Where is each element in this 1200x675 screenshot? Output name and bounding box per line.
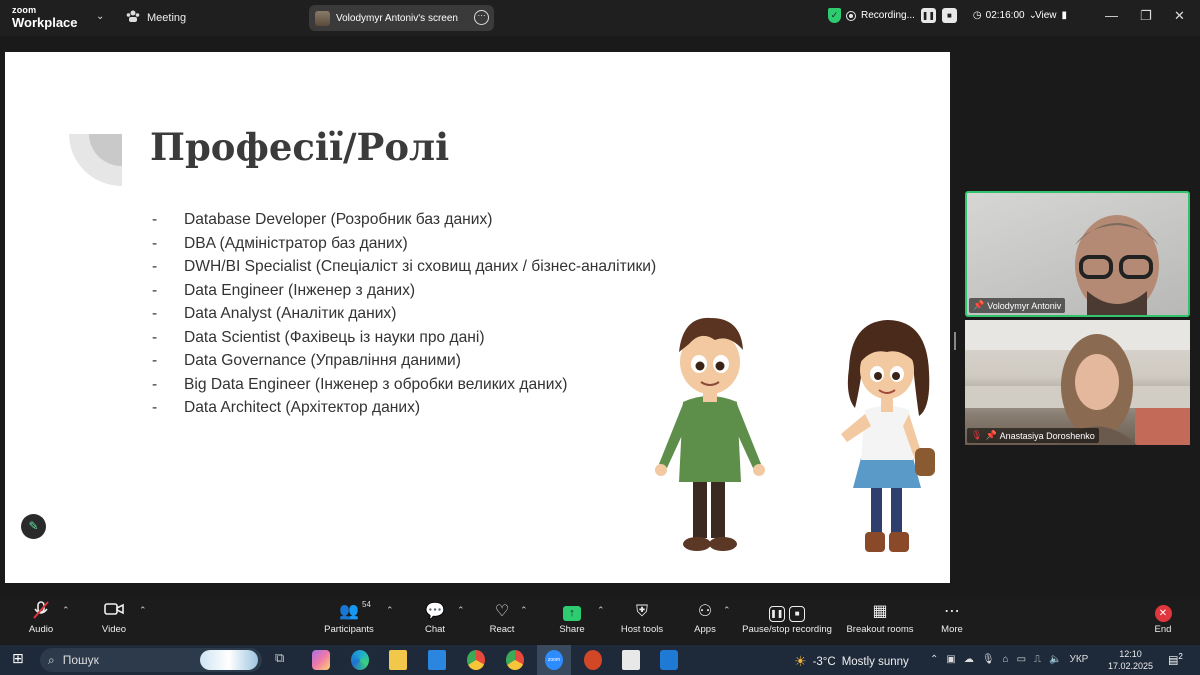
list-item: - DBA (Адміністратор баз даних)	[152, 234, 408, 252]
microphone-icon[interactable]: 🎙	[981, 654, 995, 665]
meeting-menu[interactable]	[126, 10, 186, 25]
recording-dot-icon	[847, 12, 855, 20]
weather-widget[interactable]	[794, 653, 909, 670]
participants-icon: 👥	[339, 603, 359, 620]
mail-icon[interactable]	[428, 650, 446, 670]
apps-button[interactable]	[690, 600, 720, 635]
react-button[interactable]	[486, 600, 518, 635]
cloud-icon[interactable]: ☁	[963, 654, 974, 665]
cartoon-boy-illustration	[645, 304, 775, 556]
roles-list	[152, 208, 656, 420]
copilot-icon[interactable]	[312, 650, 330, 670]
pause-recording-label: Pause/stop recording	[742, 624, 832, 635]
system-tray	[930, 654, 1088, 665]
breakout-label: Breakout rooms	[846, 624, 914, 635]
view-label: View	[1035, 10, 1057, 21]
list-item: - Big Data Engineer (Інженер з обробки великих даних)	[152, 375, 568, 393]
more-button[interactable]	[938, 600, 966, 635]
end-label: End	[1154, 624, 1172, 635]
notification-count: 2	[1178, 652, 1183, 661]
pause-stop-icon: ❚❚ ■	[740, 600, 834, 624]
meeting-toolbar	[0, 597, 1200, 644]
cartoon-girl-illustration	[831, 308, 943, 556]
chevron-up-icon[interactable]: ⌃	[62, 605, 70, 615]
windows-taskbar	[0, 645, 1200, 675]
pause-recording-button[interactable]: ❚❚	[921, 8, 936, 23]
list-item: - Database Developer (Розробник баз даних)	[152, 211, 493, 228]
meeting-label: Meeting	[147, 11, 187, 24]
audio-button[interactable]	[22, 600, 60, 635]
list-item: - Data Scientist (Фахівець із науки про дані)	[152, 328, 485, 346]
screen-share-indicator[interactable]	[309, 5, 494, 31]
chevron-down-icon: ⌄	[1028, 10, 1037, 21]
apps-icon: ⚇	[697, 603, 713, 620]
search-icon: ⌕	[48, 652, 55, 667]
pin-icon: 📌	[973, 300, 985, 310]
windows-start-icon[interactable]: ⊞	[12, 650, 24, 666]
logo-line2: Workplace	[12, 15, 78, 30]
list-item: - DWH/BI Specialist (Спеціаліст зі сховищ даних / бізнес-аналітики)	[152, 258, 657, 275]
meet-now-icon[interactable]: ▣	[946, 654, 956, 665]
chrome-icon[interactable]	[467, 650, 485, 670]
more-options-icon[interactable]: ···	[474, 10, 489, 25]
annotate-pen-button[interactable]: ✎	[21, 514, 46, 539]
chevron-up-icon[interactable]: ⌃	[457, 605, 465, 615]
share-button[interactable]	[555, 600, 589, 635]
breakout-rooms-button[interactable]	[844, 600, 916, 635]
muted-mic-icon: 🎙	[971, 430, 983, 440]
temperature: -3°C	[812, 655, 836, 668]
participant-video	[965, 320, 1190, 445]
apps-label: Apps	[694, 624, 716, 635]
heart-icon: ♡	[494, 603, 510, 620]
list-item: - Data Analyst (Аналітик даних)	[152, 305, 397, 322]
taskbar-clock[interactable]	[1108, 648, 1153, 672]
screen-share-label: Volodymyr Antoniv's screen	[336, 12, 458, 24]
weather-text: Mostly sunny	[841, 655, 909, 668]
host-tools-button[interactable]	[618, 600, 666, 635]
meeting-icon	[126, 10, 140, 25]
video-button[interactable]	[96, 600, 132, 635]
task-view-icon[interactable]: ⧉	[275, 650, 285, 665]
chevron-up-icon[interactable]: ⌃	[723, 605, 731, 615]
stop-recording-button[interactable]: ■	[942, 8, 957, 23]
time: 12:10	[1119, 649, 1142, 659]
powerpoint-icon[interactable]	[584, 650, 602, 670]
shield-icon: ⛨	[635, 603, 648, 620]
restore-icon[interactable]: ❐	[1140, 8, 1152, 23]
minimize-icon[interactable]: —	[1105, 8, 1118, 23]
chat-label: Chat	[424, 624, 446, 635]
list-item: - Data Engineer (Інженер з даних)	[152, 281, 416, 299]
file-explorer-icon[interactable]	[389, 650, 407, 670]
react-label: React	[489, 624, 515, 635]
chevron-up-icon[interactable]: ⌃	[597, 605, 605, 615]
chat-button[interactable]	[420, 600, 450, 635]
photos-icon[interactable]	[660, 650, 678, 670]
chevron-down-icon[interactable]: ⌄	[96, 11, 105, 22]
volume-icon[interactable]: 🔈	[1049, 654, 1062, 665]
taskbar-search[interactable]	[40, 648, 262, 672]
slide-title: Професії/Ролі	[150, 125, 450, 169]
share-screen-icon: ↑	[555, 600, 589, 624]
list-item: - Data Governance (Управління даними)	[152, 352, 461, 369]
network-icon[interactable]: ⎍	[1034, 654, 1042, 665]
video-tile-volodymyr[interactable]	[965, 191, 1190, 317]
weather-icon: ☀	[794, 653, 807, 669]
zoom-title-bar	[0, 0, 1200, 36]
recording-status	[828, 8, 1037, 23]
chrome-profile-icon[interactable]	[506, 650, 524, 670]
video-tile-anastasiya[interactable]	[965, 320, 1190, 445]
breakout-rooms-icon: ▦	[872, 603, 888, 620]
display-icon[interactable]: ▭	[1016, 654, 1027, 665]
clock-icon: ◷	[972, 10, 982, 21]
encryption-shield-icon[interactable]: ✓	[828, 8, 841, 23]
list-item: - Data Architect (Архітектор даних)	[152, 399, 421, 416]
participant-name-label: 🎙 📌 Anastasiya Doroshenko	[967, 428, 1099, 443]
usb-icon[interactable]: ⌂	[1002, 654, 1009, 665]
more-icon: ⋯	[944, 603, 960, 620]
share-label: Share	[559, 624, 585, 635]
host-tools-label: Host tools	[620, 624, 664, 635]
end-meeting-button[interactable]	[1150, 600, 1176, 635]
panel-resize-handle[interactable]	[954, 332, 956, 350]
calendar-app-icon[interactable]	[622, 650, 640, 670]
pause-stop-recording-button[interactable]	[740, 600, 834, 635]
notifications-icon[interactable]: ▤$^2$	[1168, 652, 1183, 667]
chevron-up-icon[interactable]: ⌃	[386, 605, 394, 615]
chevron-up-icon[interactable]: ⌃	[930, 654, 939, 665]
more-label: More	[941, 624, 963, 635]
search-placeholder: Пошук	[62, 653, 99, 667]
meeting-timer[interactable]	[973, 10, 1037, 21]
chevron-up-icon[interactable]: ⌃	[139, 605, 147, 615]
search-highlight-image	[200, 650, 258, 670]
end-icon: ✕	[1150, 600, 1176, 624]
layout-icon: ▮	[1061, 10, 1068, 21]
participants-count: 54	[362, 600, 371, 609]
zoom-logo[interactable]	[12, 6, 78, 29]
date: 17.02.2025	[1108, 661, 1154, 671]
sharer-avatar	[315, 11, 330, 26]
participants-label: Participants	[324, 624, 374, 635]
chevron-up-icon[interactable]: ⌃	[520, 605, 528, 615]
shared-slide	[5, 52, 950, 583]
close-icon[interactable]: ✕	[1174, 8, 1185, 23]
muted-mic-icon	[22, 600, 60, 624]
logo-line1: zoom	[12, 5, 37, 15]
language-indicator[interactable]: УКР	[1069, 654, 1089, 665]
audio-label: Audio	[28, 624, 54, 635]
video-label: Video	[101, 624, 127, 635]
participant-name-label: 📌 Volodymyr Antoniv	[969, 298, 1065, 313]
view-button[interactable]	[1035, 10, 1067, 21]
zoom-app-icon: zoom	[545, 650, 563, 670]
decorative-arc-icon	[69, 134, 122, 186]
timer-value: 02:16:00	[985, 10, 1025, 21]
video-camera-icon	[96, 600, 132, 624]
chat-icon: 💬	[425, 603, 445, 620]
pin-icon: 📌	[985, 430, 997, 440]
edge-browser-icon[interactable]	[351, 650, 369, 670]
recording-label: Recording...	[861, 10, 915, 21]
